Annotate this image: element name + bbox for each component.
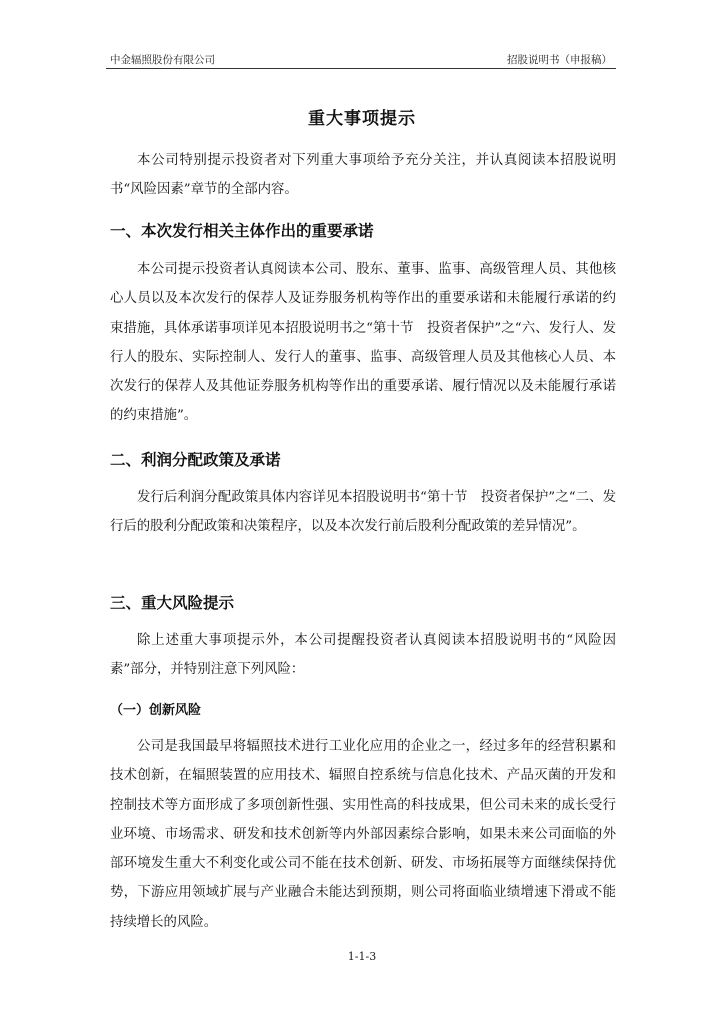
intro-paragraph: 本公司特别提示投资者对下列重大事项给予充分关注，并认真阅读本招股说明书“风险因素”章节的全部内容。 — [110, 153, 616, 198]
subsection-heading: （一）创新风险 — [110, 703, 202, 718]
section-1-heading: 一、本次发行相关主体作出的重要承诺 — [110, 222, 374, 240]
subsection-paragraph: 公司是我国最早将辐照技术进行工业化应用的企业之一，经过多年的经营积累和技术创新，在辐照装置的应用技术、辐照自控系统与信息化技术、产品灭菌的开发和控制技术等方面形成了多项创新性强、实用性高的科技成果，但公司未来的成长受行业环境、市场需求、研发和技术创新等内外部因素综合影响，如果未来公司面临的外部环境发生重大不利变化或公司不能在技术创新、研发、市场拓展等方面继续保持优势，下游应用领域扩展与产业融合未能达到预期，则公司将面临业绩增速下滑或不能持续增长的风险。 — [110, 739, 616, 930]
section-1-paragraph: 本公司提示投资者认真阅读本公司、股东、董事、监事、高级管理人员、其他核心人员以及本次发行的保荐人及证券服务机构等作出的重要承诺和未能履行承诺的约束措施，具体承诺事项详见本招股说明书之“第十节 投资者保护”之“六、发行人、发行人的股东、实际控制人、发行人的董事、监事、高级管理人员及其他核心人员、本次发行的保荐人及其他证券服务机构等作出的重要承诺、履行情况以及未能履行承诺的约束措施”。 — [110, 262, 616, 424]
page-title: 重大事项提示 — [308, 109, 416, 129]
section-2-paragraph: 发行后利润分配政策具体内容详见本招股说明书“第十节 投资者保护”之“二、发行后的股利分配政策和决策程序，以及本次发行前后股利分配政策的差异情况”。 — [110, 490, 616, 535]
header-doc-type: 招股说明书（申报稿） — [507, 54, 612, 66]
section-2-heading: 二、利润分配政策及承诺 — [110, 451, 281, 469]
header-company: 中金辐照股份有限公司 — [110, 54, 215, 66]
section-3-paragraph: 除上述重大事项提示外，本公司提醒投资者认真阅读本招股说明书的“风险因素”部分，并特别注意下列风险： — [110, 633, 616, 678]
section-3-heading: 三、重大风险提示 — [110, 594, 235, 612]
page-header — [106, 50, 616, 69]
page-number: 1-1-3 — [347, 950, 377, 963]
